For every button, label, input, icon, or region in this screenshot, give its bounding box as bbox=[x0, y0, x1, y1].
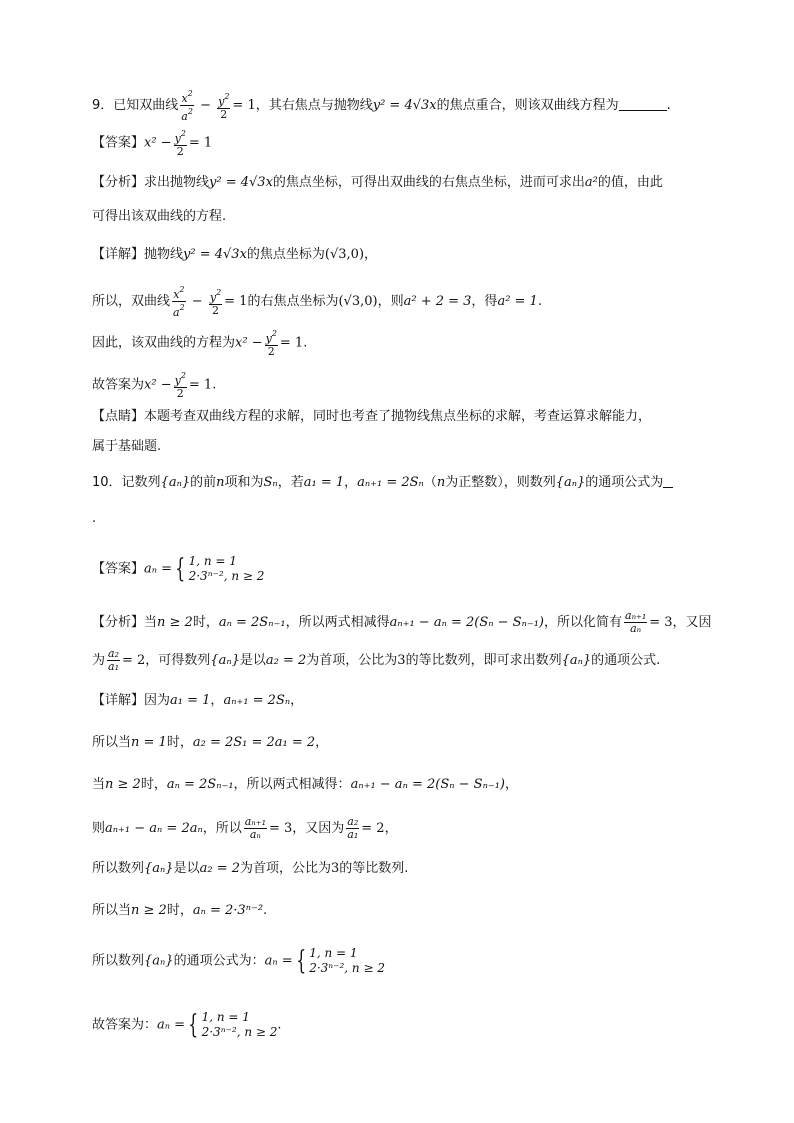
q10-detail: 【详解】因为a₁ = 1，aₙ₊₁ = 2Sₙ， bbox=[92, 693, 304, 708]
answer-tag: 【答案】 bbox=[92, 561, 145, 577]
answer-blank bbox=[663, 475, 673, 488]
q10-detail-2: 所以当n = 1时，a₂ = 2S₁ = 2a₁ = 2， bbox=[92, 735, 329, 750]
q9-final: 故答案为x² − $\frac{y^2}{2}$ = 1. bbox=[92, 371, 217, 400]
analysis-tag: 【分析】 bbox=[92, 175, 145, 190]
q10-analysis: 【分析】当n ≥ 2时，aₙ = 2Sₙ₋₁，所以两式相减得aₙ₊₁ − aₙ = 2(Sₙ − Sₙ₋₁)，所以化简有 $\frac{\text{aₙ₊₁}}{\text{aₙ}}$ = 3，又因 bbox=[92, 609, 712, 635]
q9-detail-hence: 因此，该双曲线的方程为x² − $\frac{y^2}{2}$ = 1. bbox=[92, 329, 308, 358]
q10-detail-4: 则aₙ₊₁ − aₙ = 2aₙ，所以 $\frac{\text{aₙ₊₁}}{\text{aₙ}}$ = 3，又因为 $\frac{\text{a₂}}{\text{a₁}}$ = 2， bbox=[92, 815, 398, 841]
q9-answer: 【答案】x² − $\frac{y^2}{2}$ = 1 bbox=[92, 129, 213, 158]
piecewise-formula: { 1, n = 1 2·3ⁿ⁻², n ≥ 2 bbox=[295, 946, 385, 976]
answer-blank bbox=[619, 98, 667, 111]
q9-comment-cont: 属于基础题. bbox=[92, 439, 162, 454]
q9-comment: 【点睛】本题考查双曲线方程的求解，同时也考查了抛物线焦点坐标的求解，考查运算求解能力， bbox=[92, 409, 652, 424]
q9-analysis-cont: 可得出该双曲线的方程. bbox=[92, 209, 227, 224]
piecewise-formula: { 1, n = 1 2·3ⁿ⁻², n ≥ 2 bbox=[175, 554, 265, 584]
q9-detail: 【详解】抛物线y² = 4√3x的焦点坐标为(√3,0)， bbox=[92, 247, 378, 262]
analysis-tag: 【分析】 bbox=[92, 615, 145, 630]
q10-stem: 10．记数列{aₙ}的前n项和为Sₙ，若a₁ = 1，aₙ₊₁ = 2Sₙ（n为正整数），则数列{aₙ}的通项公式为 bbox=[92, 474, 712, 492]
detail-tag: 【详解】 bbox=[92, 693, 145, 708]
q9-stem-text: 9．已知双曲线 bbox=[92, 98, 179, 113]
q10-answer: 【答案】aₙ = { 1, n = 1 2·3ⁿ⁻², n ≥ 2 bbox=[92, 554, 265, 584]
fraction-x2-a2: $\frac{x^2}{a^2}$ bbox=[181, 89, 193, 123]
q10-stem-end: . bbox=[92, 511, 97, 526]
q9-stem: 9．已知双曲线 $\frac{x^2}{a^2}$ − $\frac{y^2}{2}$ = 1，其右焦点与抛物线y² = 4√3x的焦点重合，则该双曲线方程为 . bbox=[92, 89, 671, 123]
answer-tag: 【答案】 bbox=[92, 135, 145, 151]
q10-detail-5: 所以数列{aₙ}是以a₂ = 2为首项，公比为3的等比数列. bbox=[92, 861, 409, 876]
q10-final: 故答案为：aₙ = { 1, n = 1 2·3ⁿ⁻², n ≥ 2 . bbox=[92, 1010, 282, 1040]
q10-analysis-cont: 为 $\frac{\text{a₂}}{\text{a₁}}$ = 2，可得数列{aₙ}是以a₂ = 2为首项，公比为3的等比数列，即可求出数列{aₙ}的通项公式. bbox=[92, 647, 661, 673]
q10-detail-6: 所以当n ≥ 2时，aₙ = 2·3ⁿ⁻². bbox=[92, 903, 268, 918]
fraction-y2-2: $\frac{y^2}{2}$ bbox=[218, 91, 230, 121]
q9-detail-so: 所以，双曲线 $\frac{x^2}{a^2}$ − $\frac{y^2}{2}$ = 1的右焦点坐标为(√3,0)，则a² + 2 = 3，得a² = 1. bbox=[92, 285, 542, 319]
comment-tag: 【点睛】 bbox=[92, 409, 145, 424]
piecewise-formula: { 1, n = 1 2·3ⁿ⁻², n ≥ 2 bbox=[188, 1010, 278, 1040]
q10-detail-7: 所以数列{aₙ}的通项公式为：aₙ = { 1, n = 1 2·3ⁿ⁻², n ≥ 2 bbox=[92, 946, 385, 976]
q9-analysis: 【分析】求出抛物线y² = 4√3x的焦点坐标，可得出双曲线的右焦点坐标，进而可求出a²的值，由此 bbox=[92, 175, 663, 190]
parabola-equation: y² = 4√3x bbox=[372, 98, 437, 113]
detail-tag: 【详解】 bbox=[92, 247, 145, 262]
q10-detail-3: 当n ≥ 2时，aₙ = 2Sₙ₋₁，所以两式相减得：aₙ₊₁ − aₙ = 2(Sₙ − Sₙ₋₁)， bbox=[92, 777, 518, 792]
